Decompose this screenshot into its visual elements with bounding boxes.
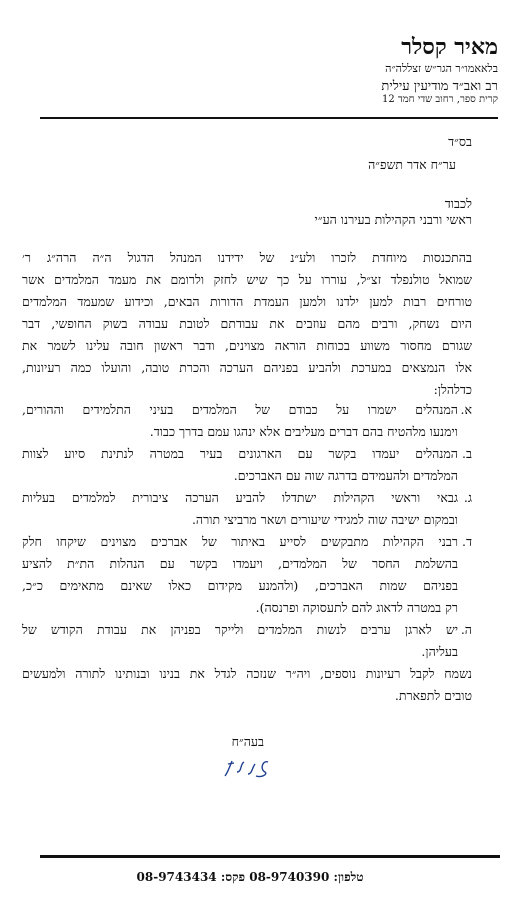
item-text: גבאי וראשי הקהילות ישתדלו להביע הערכה ציבורית למלמדים בעליות <box>22 490 458 505</box>
bsd-mark: בס״ד <box>448 134 472 149</box>
header-divider <box>40 117 498 119</box>
footer-divider <box>40 855 500 858</box>
letterhead-title: רב ואב״ד מודיעין עילית <box>381 79 498 94</box>
intro-line: שמואל טולנפלד זצ״ל, עוררו על כך שיש לחזק ולרומם את מעמד המלמדים אשר <box>22 272 472 287</box>
item-text: רק במטרה לדאוג להם לתעסוקה ופרנסה). <box>255 600 458 615</box>
item-text: ובמקום ישיבה שוה למגידי שיעורים ושאר מרביצי תורה. <box>191 512 458 527</box>
recipient-prefix: לכבוד <box>444 196 472 211</box>
item-number: ד. <box>462 534 472 549</box>
item-text: המנהלים יעמדו בקשר עם הארגונים בעיר במטרה לנתינת סיוע לצוות <box>22 446 458 461</box>
item-text: רבני הקהילות מתבקשים לסייע באיתור של אברכים מצוינים שיקחו חלק <box>22 534 458 549</box>
footer-contact: טלפון: 08-9740390 פקס: 08-9743434 <box>136 870 364 884</box>
item-text: יש לארגן ערבים לנשות המלמדים ולייקר בפניהן את עבודת הקודש של <box>22 622 458 637</box>
letterhead-name: מאיר קסלר <box>401 34 498 60</box>
item-text: בעליהן. <box>421 644 458 659</box>
sign-off: בעה״ח <box>231 734 264 749</box>
list-item <box>22 402 472 418</box>
letter-date: ער״ח אדר תשפ״ה <box>368 157 456 172</box>
list-item <box>22 534 472 550</box>
list-item <box>22 446 472 462</box>
item-text: בהשלמת החסר של המלמדים, ויעמדו בקשר עם הנהלות הת״ת להציע <box>22 556 458 571</box>
closing-line: נשמח לקבל רעיונות נוספים, ויה״ר שנזכה לגדל את בנינו ובנותינו לתורה ולמעשים <box>22 666 472 681</box>
intro-line: היום נשחק, ורבים מהם עוזבים את עבודתם לטובת עבודה בשוק החופשי, דבר <box>22 316 472 331</box>
handwritten-signature <box>222 756 272 782</box>
intro-line: כדלהלן: <box>433 382 472 397</box>
intro-line: טורחים רבות למען ילדנו ולמען העמדת הדורות הבאים, וכידוע שמעמד המלמדים <box>22 294 472 309</box>
letterhead-address: קרית ספר, רחוב שדי חמד 12 <box>381 94 498 105</box>
item-number: ב. <box>462 446 472 461</box>
letterhead-lineage: בלאאמו״ר הגר״ש זצללה״ה <box>385 62 498 75</box>
item-number: א. <box>460 402 472 417</box>
item-text: וימנעו מלהטיח בהם דברים מעליבים אלא ינהגו עמם בדרך כבוד. <box>149 424 458 439</box>
list-item <box>22 622 472 638</box>
intro-line: שגורם מחסור משווע בכוחות הוראה מצוינים, ודבר ראשון חובה עלינו לשמר את <box>22 338 472 353</box>
item-text: המלמדים ולהעמידם בדרגה שוה עם האברכים. <box>233 468 458 483</box>
intro-line: בהתכנסות מיוחדת לזכרו ולע״נ של ידידנו המנהל הדגול ה״ה הרה״ג ר׳ <box>22 250 472 265</box>
item-number: ה. <box>460 622 472 637</box>
list-item <box>22 490 472 506</box>
closing-line: טובים לתפארת. <box>394 688 472 703</box>
recipient-line: ראשי ורבני הקהילות בעירנו הע״י <box>314 212 472 227</box>
item-number: ג. <box>463 490 472 505</box>
item-text: המנהלים ישמרו על כבודם של המלמדים בעיני התלמידים וההורים, <box>22 402 458 417</box>
intro-line: אלו הנמצאים במערכת ולהביע בפניהם הערכה והכרת טובה, והועלו כמה רעיונות, <box>22 360 472 375</box>
item-text: בפניהם שמות האברכים, (ולהמנע מקידום כאלו שאינם מתאימים כ״כ, <box>22 578 458 593</box>
